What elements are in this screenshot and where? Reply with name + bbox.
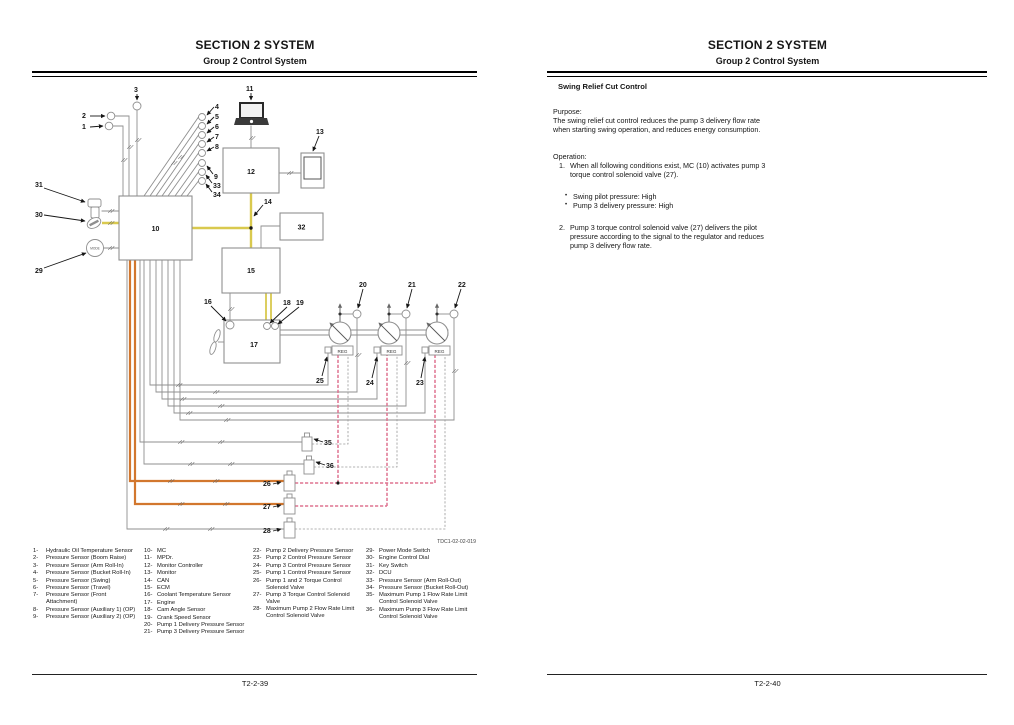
legend-item: 4- Pressure Sensor (Bucket Roll-In) [33,570,131,577]
footer-rule [547,674,987,675]
mode-label: MODE [90,246,100,251]
header-rule [547,71,987,77]
control-system-diagram [30,85,490,547]
legend-column-1 [33,548,144,637]
callout-8: 8 [215,144,219,151]
callout-22: 22 [458,282,466,289]
legend-item: 3- Pressure Sensor (Arm Roll-In) [33,562,124,569]
callout-32: 32 [297,224,306,232]
callout-4: 4 [215,104,219,111]
legend-item: 23- Pump 2 Control Pressure Sensor [253,555,352,562]
group-subtitle: Group 2 Control System [715,56,820,66]
mpdr-laptop-icon [234,103,269,125]
callout-34: 34 [213,192,221,199]
legend-item: 14- CAN [144,577,170,584]
callout-23: 23 [416,380,424,387]
legend-column-4 [366,548,480,637]
legend-column-2 [144,548,253,637]
callout-5: 5 [215,114,219,121]
monitor-box [301,153,324,188]
legend-item: 9- Pressure Sensor (Auxiliary 2) (OP) [33,614,136,621]
footer-rule [32,674,477,675]
legend-item: 15- ECM [144,585,170,592]
legend-item: 36- Maximum Pump 3 Flow Rate Limit Control Solenoid Valve [366,606,468,620]
purpose-label: Purpose: [553,107,582,116]
pressure-sensor-circles [105,102,205,185]
operation-step-1: 1. When all following conditions exist, MC (10) activates pump 3 torque control solenoid valve (27). [559,161,766,179]
legend-item: 16- Coolant Temperature Sensor [144,592,232,599]
pump-3-symbol [378,322,400,344]
callout-28: 28 [263,528,271,535]
legend-item: 31- Key Switch [366,562,408,569]
solenoid-valve-28 [284,518,295,538]
operation-step-2: 2. Pump 3 torque control solenoid valve (27) delivers the pilot pressure according to the signal to the regulator and reduces pump 3 delivery flow rate. [559,223,764,250]
legend-item: 12- Monitor Controller [144,562,204,569]
callout-14: 14 [264,199,272,206]
callout-20: 20 [359,282,367,289]
callout-16: 16 [204,299,212,306]
page-right [545,0,990,725]
callout-33: 33 [213,183,221,190]
callout-29: 29 [35,268,43,275]
condition-bullets [553,192,777,210]
legend-item: 2- Pressure Sensor (Boom Raise) [33,555,127,562]
callout-36: 36 [326,463,334,470]
legend-item: 6- Pressure Sensor (Travel) [33,585,111,592]
legend-item: 8- Pressure Sensor (Auxiliary 1) (OP) [33,606,136,613]
torque-control-orange-lines [130,260,284,504]
legend-item: 25- Pump 1 Control Pressure Sensor [253,570,352,577]
callout-25: 25 [316,378,324,385]
operation-label: Operation: [553,152,587,161]
crank-speed-sensor-circle [272,323,279,330]
legend-item: 13- Monitor [144,570,177,577]
topic-body [553,107,777,250]
reg-box-pump1 [325,346,353,355]
reg-box-pump3 [374,346,402,355]
legend-item: 7- Pressure Sensor (Front Attachment) [33,592,107,606]
legend-item: 1- Hydraulic Oil Temperature Sensor [33,548,133,554]
legend-item: 24- Pump 3 Control Pressure Sensor [253,562,352,569]
solenoid-valve-36 [304,456,314,474]
ecm-box [222,248,280,293]
callout-27: 27 [263,504,271,511]
legend-item: 26- Pump 1 and 2 Torque Control Solenoid Valve [253,577,342,591]
key-switch-icon [88,199,101,218]
page-number: T2-2-40 [754,679,781,688]
topic-heading: Swing Relief Cut Control [558,82,648,91]
regulator-boxes [325,346,450,355]
callout-31: 31 [35,182,43,189]
svg-text:REG: REG [386,349,397,354]
legend-item: 10- MC [144,548,167,554]
condition-bullet: • Pump 3 delivery pressure: High [565,201,674,210]
legend-item: 5- Pressure Sensor (Swing) [33,577,111,584]
legend-item: 28- Maximum Pump 2 Flow Rate Limit Control Solenoid Valve [253,606,355,620]
page-left [30,0,480,725]
legend-item: 27- Pump 3 Torque Control Solenoid Valve [253,591,350,605]
legend-item: 29- Power Mode Switch [366,548,431,554]
reg-box-pump2 [422,346,450,355]
fan-icon [209,329,224,355]
drawing-number: TDC1-02-02-019 [437,539,476,545]
dcu-box [280,213,323,240]
group-subtitle: Group 2 Control System [203,56,307,66]
callout-35: 35 [324,440,332,447]
legend-item: 19- Crank Speed Sensor [144,614,211,621]
callout-7: 7 [215,134,219,141]
bullet-icon: • [565,193,568,199]
legend-item: 22- Pump 2 Delivery Pressure Sensor [253,548,354,554]
legend-item: 33- Pressure Sensor (Arm Roll-Out) [366,577,462,584]
callout-24: 24 [366,380,374,387]
callout-6: 6 [215,124,219,131]
legend-item: 17- Engine [144,599,176,606]
callout-15: 15 [247,268,255,275]
solenoid-valve-26 [284,471,295,491]
svg-text:REG: REG [337,349,348,354]
legend-item: 21- Pump 3 Delivery Pressure Sensor [144,629,245,636]
callout-21: 21 [408,282,416,289]
mc-box [119,196,192,260]
legend-column-3 [253,548,366,637]
callout-10: 10 [151,226,160,233]
header-rule [32,71,477,77]
legend-item: 20- Pump 1 Delivery Pressure Sensor [144,622,245,629]
callout-13: 13 [316,129,324,136]
power-mode-switch-icon [87,240,104,257]
page-number: T2-2-39 [241,679,269,688]
svg-text:REG: REG [434,349,445,354]
solenoid-valves [284,433,314,538]
cam-angle-sensor-circle [264,323,271,330]
callout-11: 11 [246,86,254,93]
solenoid-valve-35 [302,433,312,451]
pump1-delivery-sensor-circle [353,310,361,318]
purpose-text: The swing relief cut control reduces the pump 3 delivery flow rate when starting swing operation, and reduces energy consumption. [553,116,761,134]
pump3-delivery-sensor-circle [402,310,410,318]
callout-1: 1 [82,124,86,131]
diagram-legend [33,548,480,637]
callout-17: 17 [250,342,258,349]
monitor-controller-box [223,148,279,193]
engine-control-dial-icon [85,215,102,230]
callout-26: 26 [263,481,271,488]
callout-2: 2 [82,113,86,120]
callout-9: 9 [214,174,218,181]
callout-18: 18 [283,300,291,307]
callout-12: 12 [247,169,255,176]
callout-3: 3 [134,87,138,94]
section-title: SECTION 2 SYSTEM [707,38,828,52]
legend-item: 30- Engine Control Dial [366,555,429,562]
coolant-temp-sensor-circle [226,321,234,329]
bullet-icon: • [565,202,568,208]
legend-item: 35- Maximum Pump 1 Flow Rate Limit Control Solenoid Valve [366,592,468,606]
pump-2-symbol [426,322,448,344]
callout-30: 30 [35,212,43,219]
legend-item: 11- MPDr. [144,555,174,562]
legend-item: 34- Pressure Sensor (Bucket Roll-Out) [366,585,469,592]
solenoid-valve-27 [284,494,295,514]
legend-item: 32- DCU [366,570,392,577]
condition-bullet: • Swing pilot pressure: High [565,192,657,201]
pump2-delivery-sensor-circle [450,310,458,318]
pump-symbols [329,304,458,344]
legend-item: 18- Cam Angle Sensor [144,607,206,614]
section-title: SECTION 2 SYSTEM [195,38,315,52]
engine-box [209,320,280,363]
pump-1-symbol [329,322,351,344]
callout-19: 19 [296,300,304,307]
